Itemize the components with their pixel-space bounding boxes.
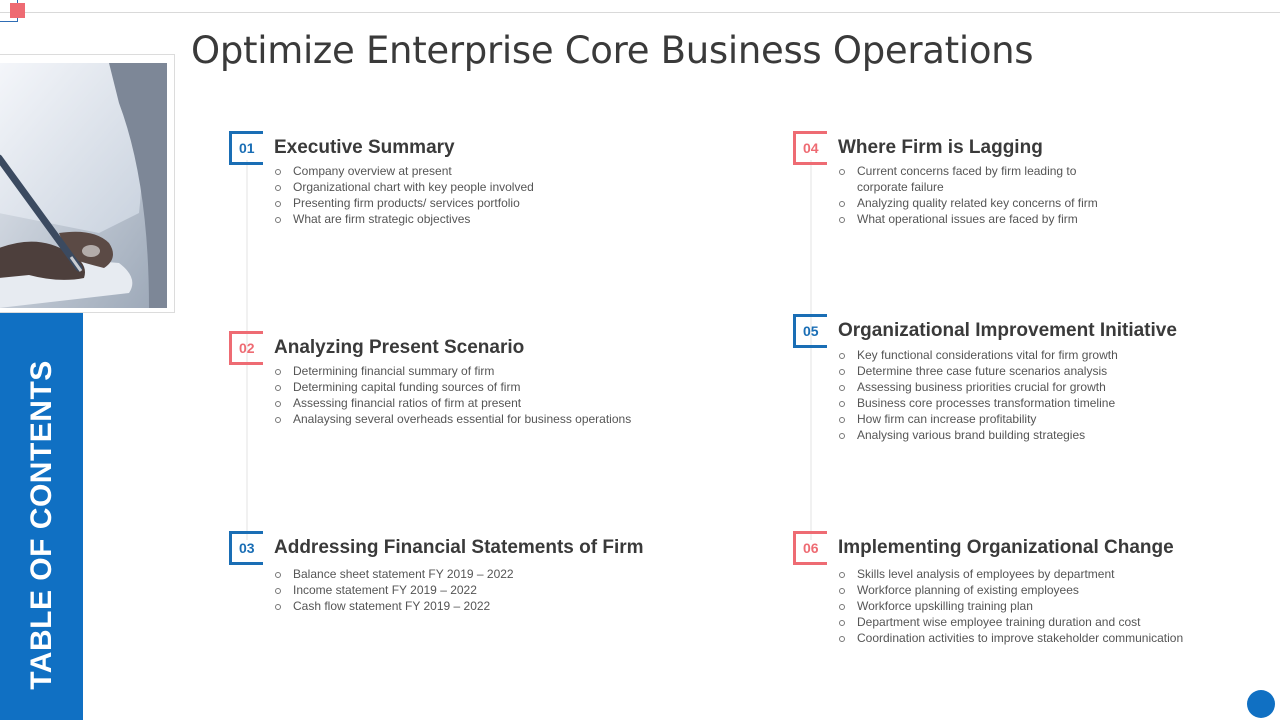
section-title: Implementing Organizational Change (838, 537, 1174, 558)
section-number: 05 (793, 314, 827, 348)
list-item: What are firm strategic objectives (274, 211, 534, 227)
section-title: Organizational Improvement Initiative (838, 320, 1177, 341)
list-item-line: Current concerns faced by firm leading to (857, 164, 1077, 178)
list-item: Business core processes transformation timeline (838, 395, 1118, 411)
corner-dot (1247, 690, 1275, 718)
list-item (838, 163, 1098, 195)
list-item-continuation: corporate failure (857, 180, 944, 194)
section-title: Executive Summary (274, 137, 455, 158)
list-item: Assessing financial ratios of firm at present (274, 395, 631, 411)
list-item: What operational issues are faced by firm (838, 211, 1098, 227)
list-item: Key functional considerations vital for firm growth (838, 347, 1118, 363)
section-number: 01 (229, 131, 263, 165)
section-number: 02 (229, 331, 263, 365)
section-number: 03 (229, 531, 263, 565)
list-item: Workforce planning of existing employees (838, 582, 1183, 598)
list-item: Determining capital funding sources of firm (274, 379, 631, 395)
list-item: Determine three case future scenarios analysis (838, 363, 1118, 379)
list-item: Assessing business priorities crucial for growth (838, 379, 1118, 395)
writing-hand-photo (0, 63, 167, 308)
section-title: Where Firm is Lagging (838, 137, 1043, 158)
list-item: Organizational chart with key people involved (274, 179, 534, 195)
corner-accent-square (10, 3, 25, 18)
side-label: TABLE OF CONTENTS (25, 360, 58, 690)
section-title: Addressing Financial Statements of Firm (274, 537, 644, 558)
list-item: Analysing various brand building strategies (838, 427, 1118, 443)
section-number: 04 (793, 131, 827, 165)
page-title: Optimize Enterprise Core Business Operations (191, 29, 1034, 72)
list-item: Determining financial summary of firm (274, 363, 631, 379)
list-item: Workforce upskilling training plan (838, 598, 1183, 614)
section-title: Analyzing Present Scenario (274, 337, 525, 358)
timeline-line-right (810, 160, 812, 540)
list-item: How firm can increase profitability (838, 411, 1118, 427)
top-divider (0, 12, 1280, 13)
photo-frame (0, 54, 175, 313)
list-item: Department wise employee training duration and cost (838, 614, 1183, 630)
list-item: Presenting firm products/ services portfolio (274, 195, 534, 211)
list-item: Income statement FY 2019 – 2022 (274, 582, 514, 598)
list-item: Skills level analysis of employees by department (838, 566, 1183, 582)
list-item: Balance sheet statement FY 2019 – 2022 (274, 566, 514, 582)
list-item: Analaysing several overheads essential for business operations (274, 411, 631, 427)
list-item: Company overview at present (274, 163, 534, 179)
section-number: 06 (793, 531, 827, 565)
list-item: Analyzing quality related key concerns of firm (838, 195, 1098, 211)
list-item: Coordination activities to improve stakeholder communication (838, 630, 1183, 646)
list-item: Cash flow statement FY 2019 – 2022 (274, 598, 514, 614)
